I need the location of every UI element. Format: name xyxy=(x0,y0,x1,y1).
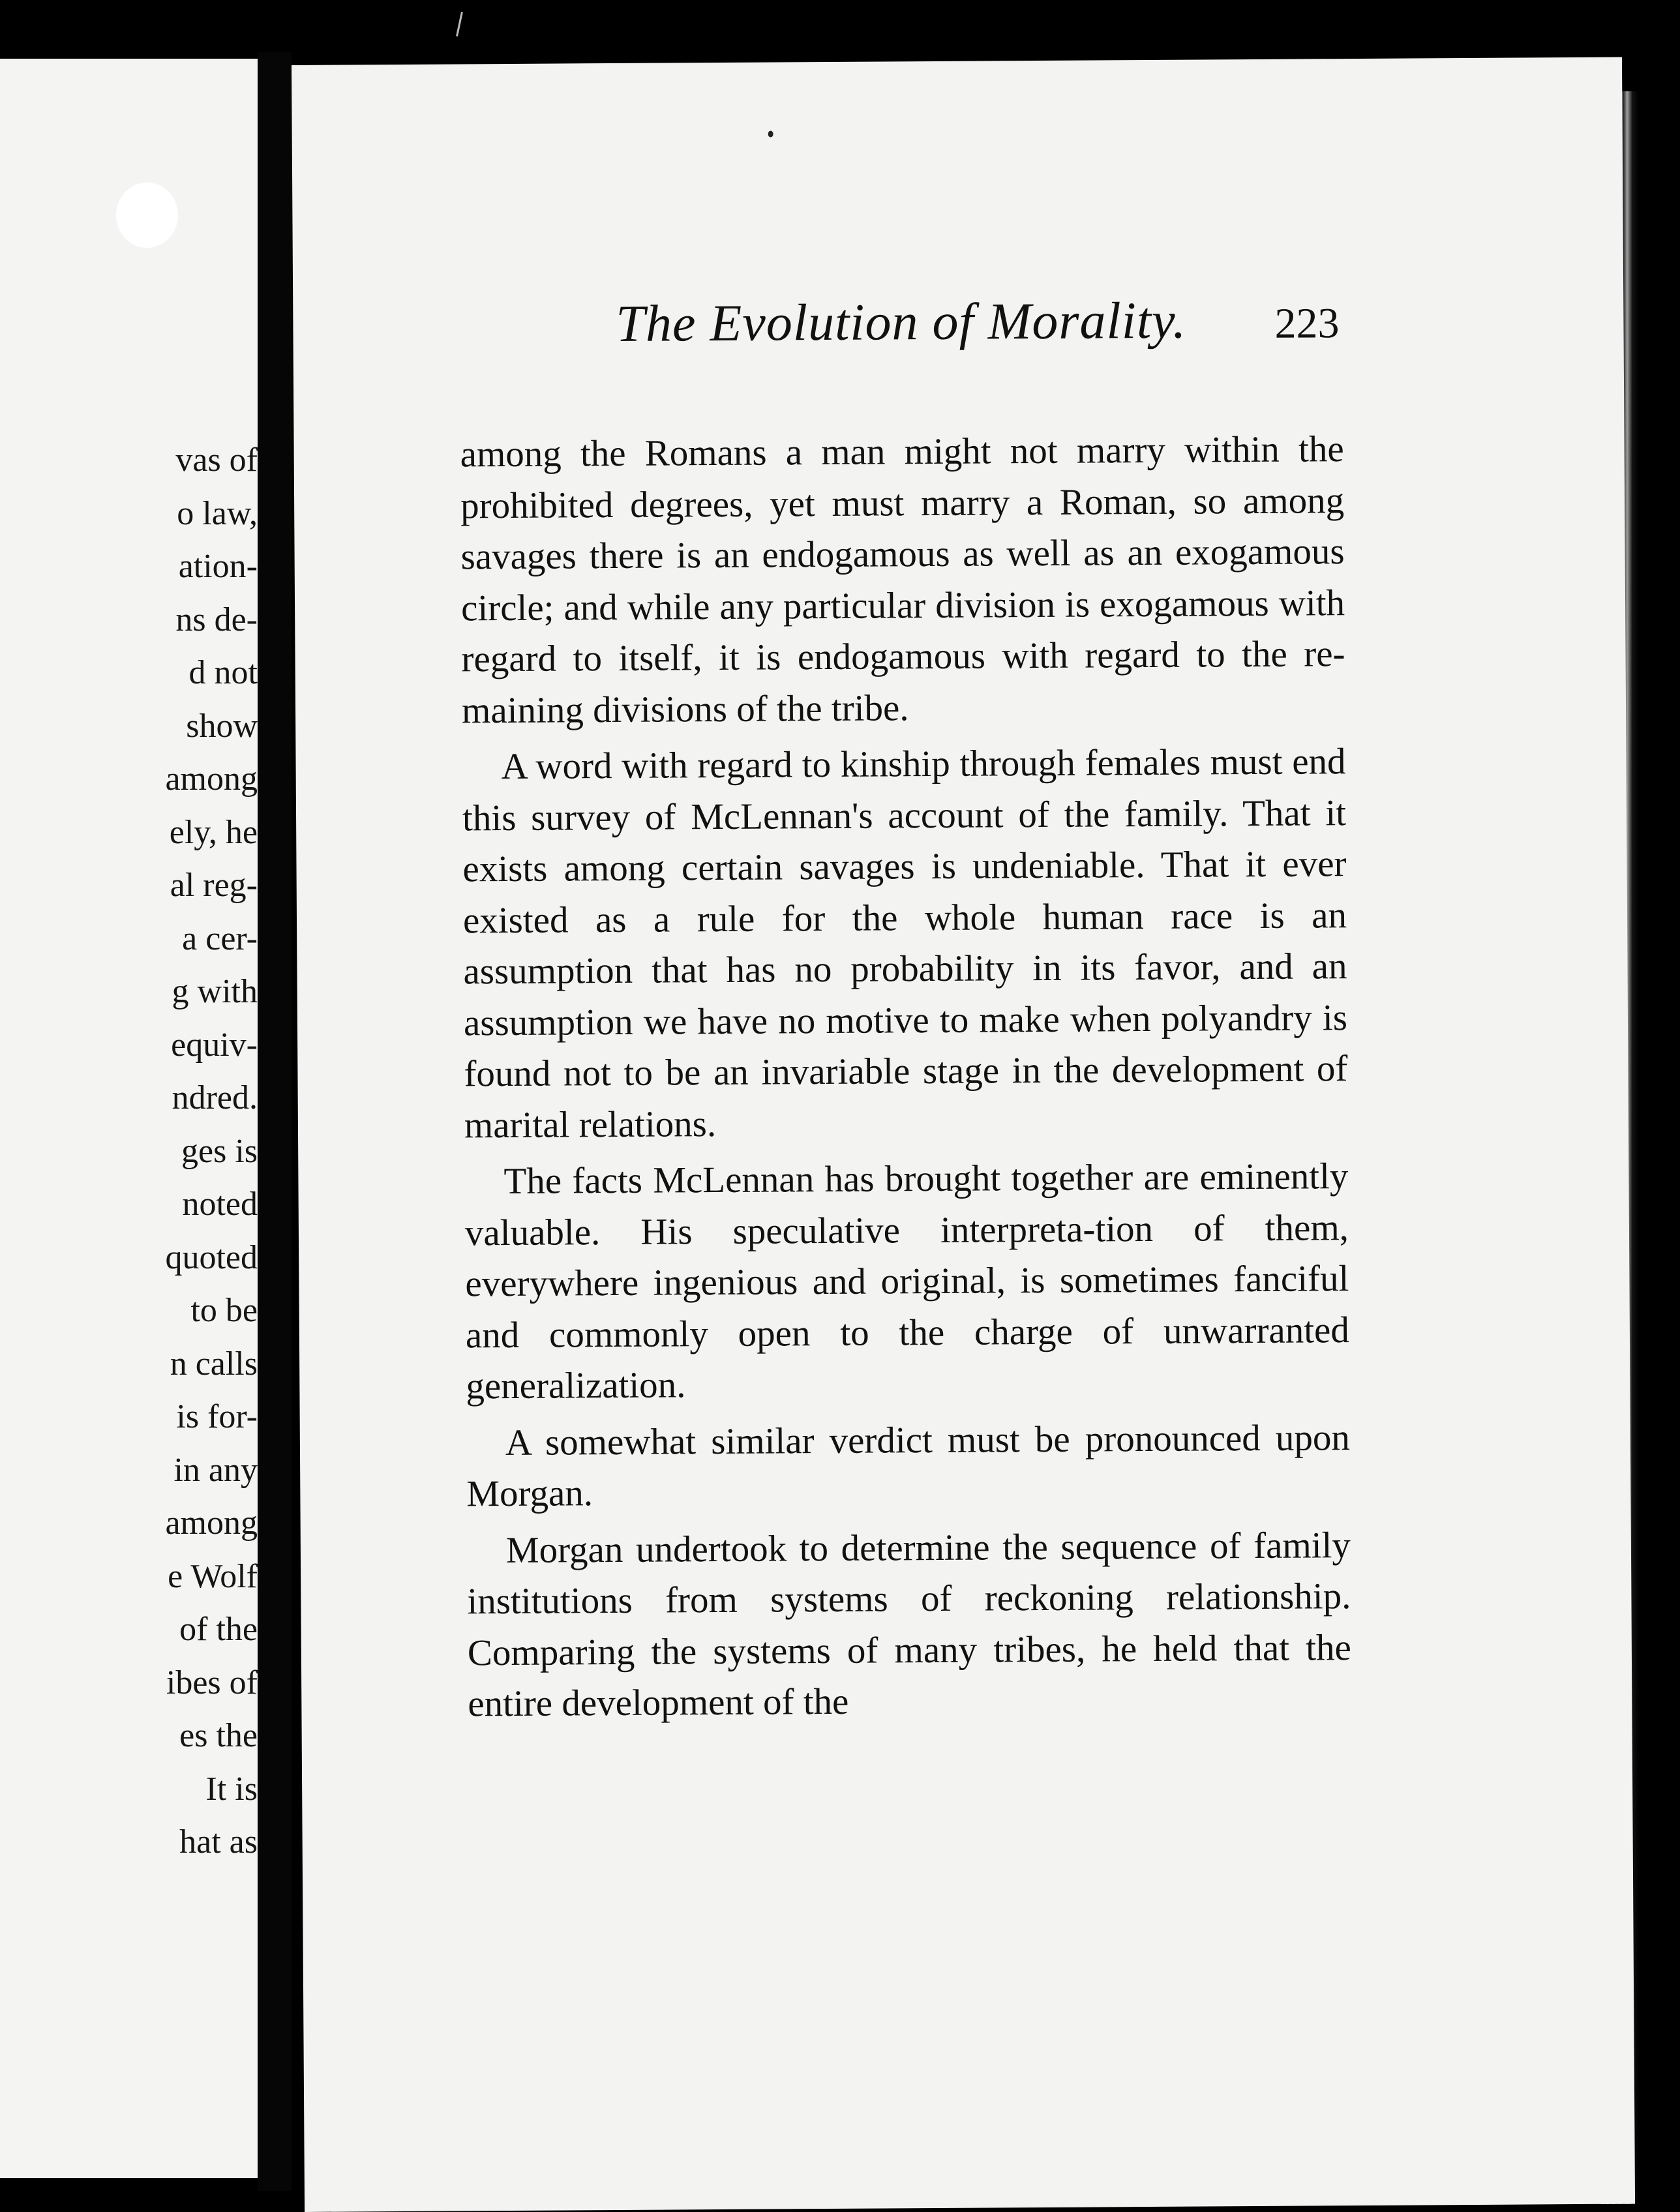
left-line: ation- xyxy=(178,548,258,585)
left-line: hat as xyxy=(179,1823,258,1861)
left-line: equiv- xyxy=(171,1026,258,1064)
left-line: of the xyxy=(179,1611,258,1648)
left-line: es the xyxy=(179,1717,258,1754)
left-line: among xyxy=(165,1504,258,1542)
paragraph: among the Romans a man might not marry within the prohibited degrees, yet must marry a Roman, so among savages there is an endogamous as well as an exogamous circle; and while any particular division is exogamous with regard to itself, it is endogamous with regard to the re-maining divisions of the tribe. xyxy=(460,428,1345,731)
ink-speck xyxy=(768,130,773,137)
body-text xyxy=(460,424,1351,1735)
left-line: ely, he xyxy=(169,813,258,851)
left-line: n calls xyxy=(170,1345,258,1382)
left-line: ges is xyxy=(181,1132,258,1170)
left-line: is for- xyxy=(176,1398,258,1435)
paper-blot xyxy=(116,183,178,248)
left-line: vas of xyxy=(175,441,258,479)
left-line: ndred. xyxy=(172,1079,258,1116)
left-page-text-column xyxy=(0,434,258,1869)
paragraph: Morgan undertook to determine the sequence of family institutions from systems of reckoning relationship. Comparing the systems of many tribes, he held that the entire development of the xyxy=(467,1524,1352,1725)
left-line: g with xyxy=(172,973,258,1010)
left-line: e Wolf xyxy=(168,1557,258,1595)
left-line: in any xyxy=(173,1451,258,1489)
left-line: a cer- xyxy=(182,919,258,957)
scan-mark xyxy=(456,12,463,37)
running-head xyxy=(293,282,1624,368)
right-page xyxy=(292,57,1635,2212)
left-facing-page xyxy=(0,59,258,2178)
left-line: o law, xyxy=(177,494,258,532)
paragraph: The facts McLennan has brought together are eminently valuable. His speculative interpreta-tion of them, everywhere ingenious and original, is sometimes fanciful and commonly open to the charge of unwarranted generalization. xyxy=(464,1156,1350,1407)
paragraph: A somewhat similar verdict must be pronounced upon Morgan. xyxy=(466,1416,1351,1515)
running-title: The Evolution of Morality. xyxy=(616,291,1187,353)
paragraph: A word with regard to kinship through females must end this survey of McLennan's account of the family. That it exists among certain savages is undeniable. That it ever existed as a rule for the whole human race is an assumption that has no probability in its favor, and an assumption we have no motive to make when polyandry is found not to be an invariable stage in the development of marital relations. xyxy=(462,741,1348,1146)
book-gutter xyxy=(258,52,292,2191)
left-line: noted xyxy=(182,1186,258,1223)
left-line: It is xyxy=(205,1770,258,1808)
left-line: al reg- xyxy=(170,867,258,904)
left-line: quoted xyxy=(165,1238,258,1276)
left-line: ns de- xyxy=(175,601,258,638)
left-line: among xyxy=(165,760,258,798)
left-line: show xyxy=(186,707,258,745)
page-number: 223 xyxy=(1274,299,1340,348)
left-line: to be xyxy=(190,1292,258,1329)
left-line: d not xyxy=(188,654,258,691)
left-line: ibes of xyxy=(166,1664,258,1701)
